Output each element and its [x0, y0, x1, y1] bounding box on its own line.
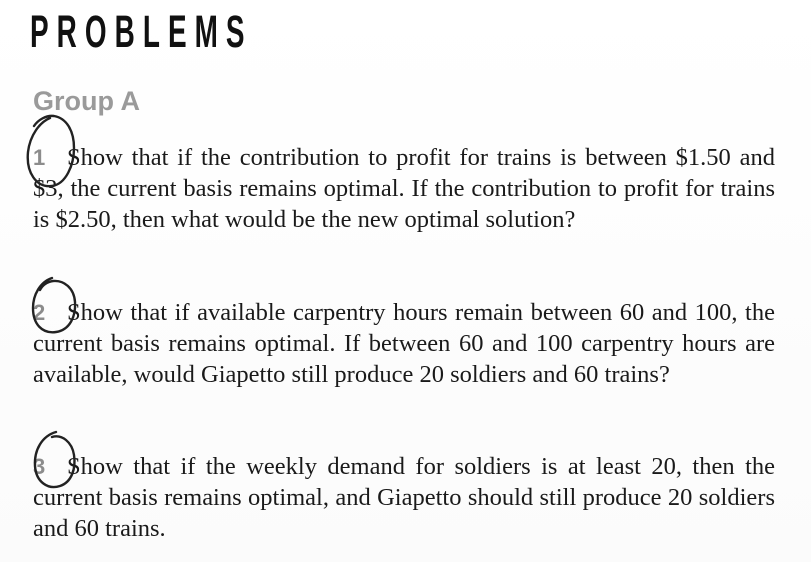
problem-text: Show that if the contribution to profit for trains is between $1.50 and $3, the current basis remains optimal. If the contribution to profit for trains is $2.50, then what would be the new optimal solution? [33, 144, 775, 233]
problem-text: Show that if the weekly demand for soldiers is at least 20, then the current basis remains optimal, and Giapetto should still produce 20 soldiers and 60 trains. [33, 453, 775, 542]
problem-number: 1 [33, 145, 46, 170]
group-label: Group A [33, 86, 140, 116]
problem-number: 3 [33, 454, 46, 479]
problem-2 [33, 297, 775, 390]
section-heading: PROBLEMS [30, 6, 253, 57]
problem-text: Show that if available carpentry hours remain between 60 and 100, the current basis remains optimal. If between 60 and 100 carpentry hours are available, would Giapetto still produce 20 soldiers and 60 trains? [33, 299, 775, 388]
problem-number: 2 [33, 300, 46, 325]
problem-1 [33, 142, 775, 235]
problem-3 [33, 451, 775, 544]
